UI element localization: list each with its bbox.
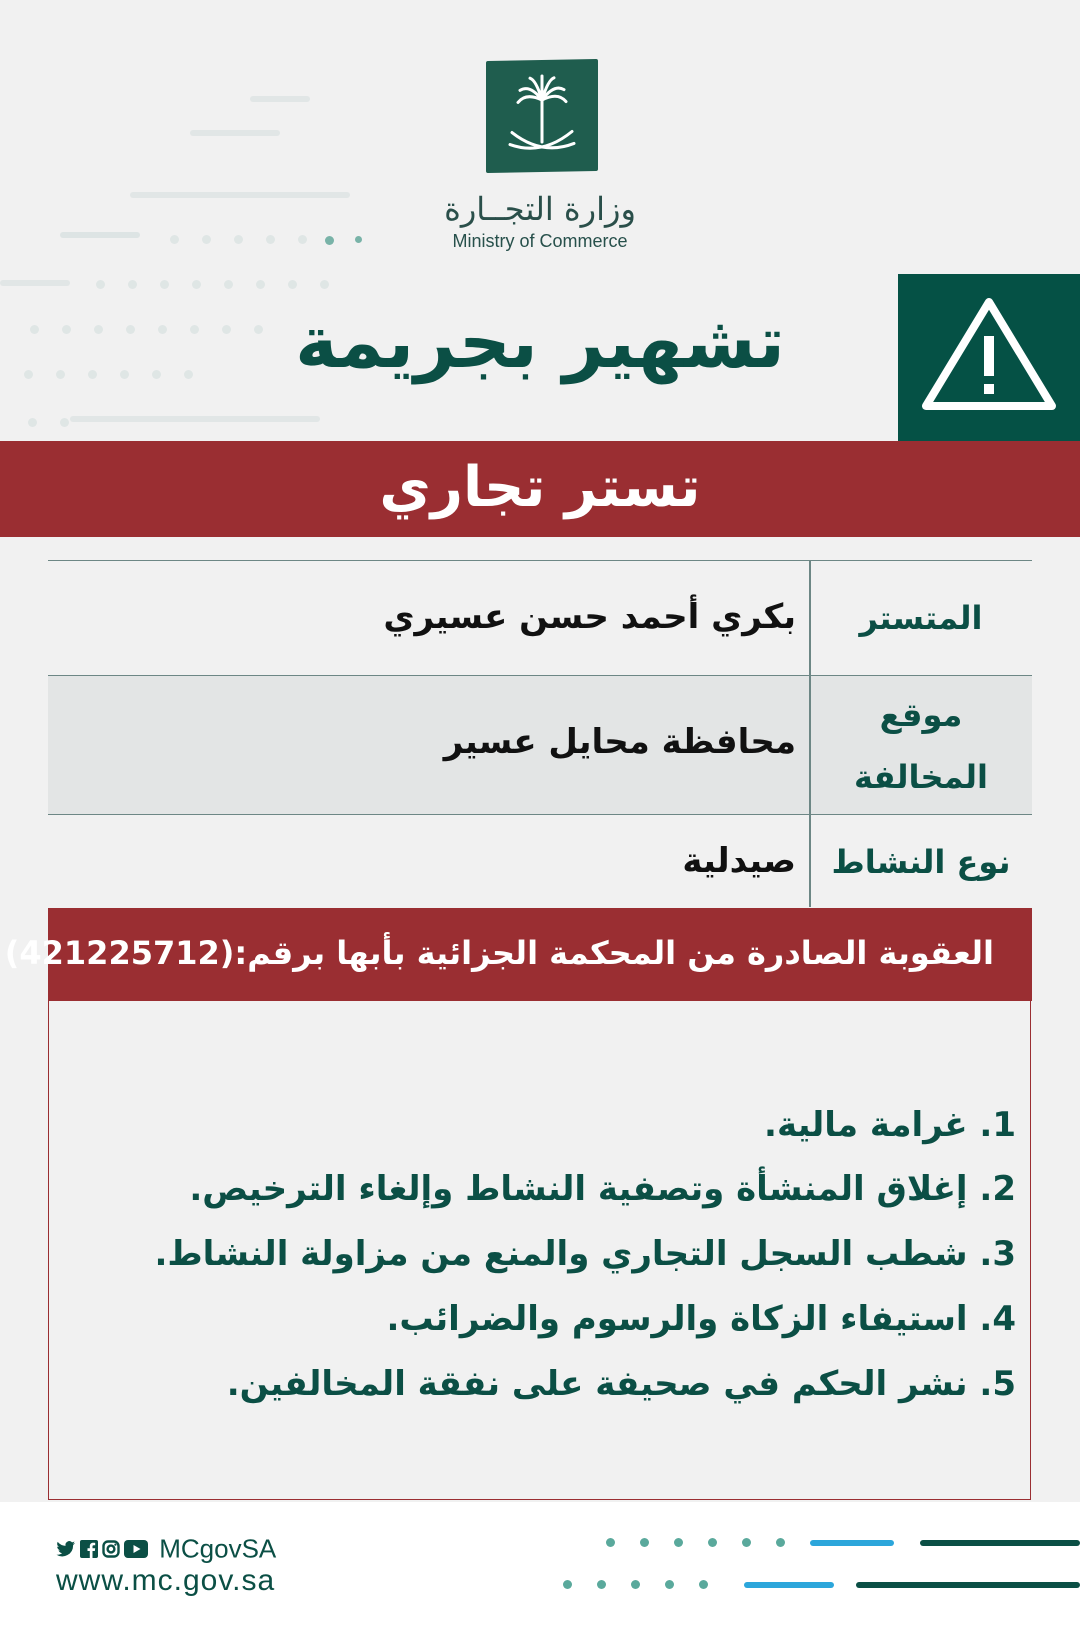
table-divider [809,560,811,907]
info-row-offender [48,560,1032,675]
youtube-icon[interactable] [124,1534,148,1565]
page-title: تشهير بجريمة [295,300,785,384]
list-item: 2. إغلاق المنشأة وتصفية النشاط وإلغاء الترخيص. [189,1169,1016,1209]
list-item: 3. شطب السجل التجاري والمنع من مزاولة النشاط. [154,1234,1016,1274]
crime-banner [0,441,1080,537]
palm-swords-icon [486,59,598,173]
ministry-name-en: Ministry of Commerce [452,231,628,251]
ministry-logo [486,59,598,173]
social-links [56,1532,276,1565]
footer [0,1502,1080,1644]
info-label: نوع النشاط [831,843,1011,881]
info-value: بكري أحمد حسن عسيري [383,597,796,637]
info-row-location [48,675,1032,815]
info-label: موقع المخالفة [854,696,988,796]
social-handle[interactable]: MCgovSA [159,1533,277,1564]
info-value: صيدلية [682,841,796,881]
facebook-icon[interactable] [80,1534,98,1565]
penalty-list [48,1001,1031,1500]
info-row-activity [48,814,1032,908]
twitter-icon[interactable] [56,1534,76,1565]
instagram-icon[interactable] [102,1534,120,1565]
info-value: محافظة محايل عسير [443,722,796,762]
website-link[interactable]: www.mc.gov.sa [56,1564,276,1597]
crime-type: تستر تجاري [379,455,701,520]
info-label: المتستر [859,599,983,637]
penalty-header [4,908,1032,1001]
list-item: 5. نشر الحكم في صحيفة على نفقة المخالفين. [226,1364,1016,1404]
penalty-title: العقوبة الصادرة من المحكمة الجزائية بأبها برقم:(421225712) [4,934,994,972]
ministry-name-ar: وزارة التجــارة [444,190,636,228]
warning-box [898,274,1080,441]
list-item: 4. استيفاء الزكاة والرسوم والضرائب. [386,1299,1016,1339]
warning-icon [898,274,1080,441]
list-item: 1. غرامة مالية. [764,1105,1016,1145]
